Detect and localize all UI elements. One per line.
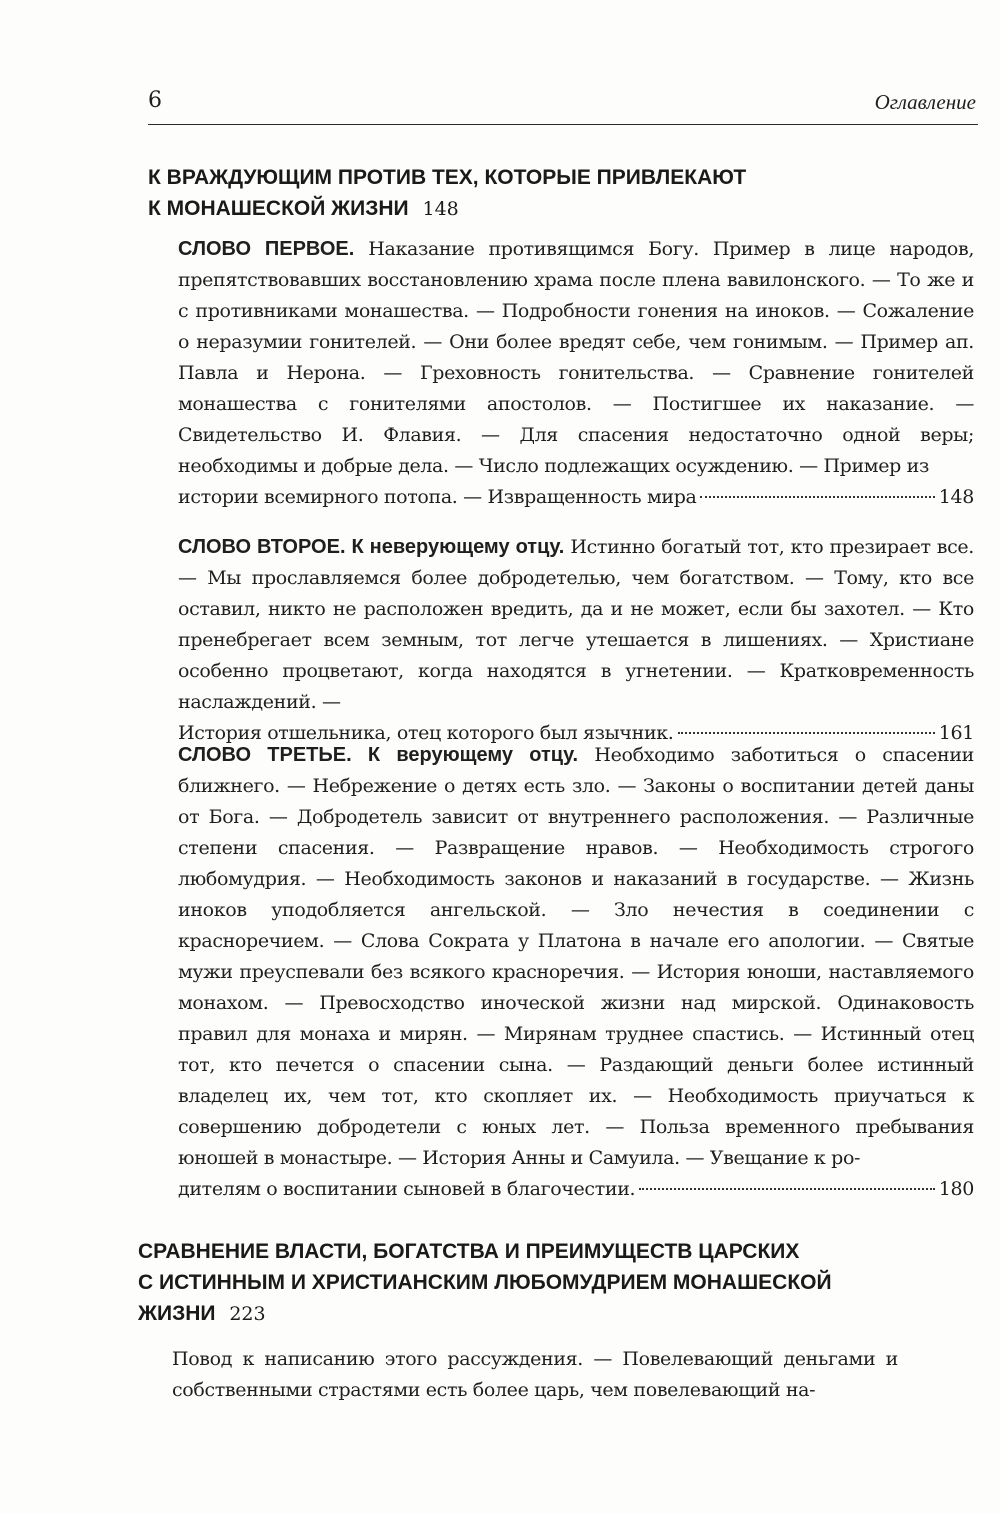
entry-body (178, 532, 974, 718)
page-reference: 180 (938, 1178, 974, 1200)
entry-lead: СЛОВО ТРЕТЬЕ. К верующему отцу. (178, 744, 579, 766)
heading-line-with-page (138, 1298, 974, 1330)
dot-leader (678, 732, 935, 734)
heading-line: ЖИЗНИ (138, 1302, 216, 1325)
section-intro: Повод к написанию этого рассуждения. — Повелевающий деньгами и собственными страстями есть более царь, чем повелевающий на- (172, 1348, 898, 1401)
entry-summary-end: дителям о воспитании сыновей в благочестии. (178, 1178, 636, 1200)
toc-section-heading[interactable] (138, 1236, 974, 1330)
entry-summary-end: История отшельника, отец которого был язычник. (178, 722, 674, 744)
entry-summary: Наказание противящимся Богу. Пример в лице народов, препятствовавших восстановлению храма после плена вавилонского. — То же и с противниками монашества. — Подробности гонения на иноков. — Сожаление о неразумии гонителей. — Они более вредят себе, чем гонимым. — Пример ап. Павла и Нерона. — Греховность гонительства. — Сравнение гонителей монашества с гонителями апостолов. — Постигшее их наказание. — Свидетельство И. Флавия. — Для спасения недостаточно одной веры; необходимы и добрые дела. — Число подлежащих осуждению. — Пример из (178, 238, 975, 477)
dot-leader (639, 1188, 935, 1190)
heading-line-with-page (148, 193, 974, 225)
heading-line: СРАВНЕНИЕ ВЛАСТИ, БОГАТСТВА И ПРЕИМУЩЕСТВ ЦАРСКИХ (138, 1240, 800, 1263)
page-reference: 161 (938, 722, 974, 744)
entry-last-line (178, 482, 974, 513)
entry-last-line (178, 1174, 974, 1205)
toc-entry[interactable] (178, 740, 974, 1205)
heading-line: К МОНАШЕСКОЙ ЖИЗНИ (148, 197, 409, 220)
toc-section-heading[interactable] (148, 162, 974, 225)
page-reference: 148 (938, 486, 974, 508)
page-reference: 148 (422, 198, 459, 220)
entry-body (178, 234, 974, 482)
toc-entry[interactable] (178, 532, 974, 749)
entry-summary: Истинно богатый тот, кто презирает все. — Мы прославляемся более добродетелью, чем богатством. — Тому, кто все оставил, никто не расположен вредить, да и не может, если бы захотел. — Кто пренебрегает всем земным, тот легче утешается в лишениях. — Христиане особенно процветают, когда находятся в угнетении. — Кратковременность наслаждений. — (178, 536, 974, 713)
entry-body (178, 740, 974, 1174)
toc-entry[interactable] (178, 234, 974, 513)
entry-lead: СЛОВО ВТОРОЕ. К неверующему отцу. (178, 536, 565, 558)
running-head (148, 88, 978, 125)
heading-line: К ВРАЖДУЮЩИМ ПРОТИВ ТЕХ, КОТОРЫЕ ПРИВЛЕКАЮТ (148, 166, 747, 189)
heading-line: С ИСТИННЫМ И ХРИСТИАНСКИМ ЛЮБОМУДРИЕМ МОНАШЕСКОЙ (138, 1271, 832, 1294)
page-reference: 223 (229, 1303, 266, 1325)
running-head-title: Оглавление (874, 90, 976, 114)
entry-lead: СЛОВО ПЕРВОЕ. (178, 238, 355, 260)
entry-summary: Необходимо заботиться о спасении ближнего. — Небрежение о детях есть зло. — Законы о воспитании детей даны от Бога. — Добродетель зависит от внутреннего расположения. — Различные степени спасения. — Развращение нравов. — Необходимость строгого любомудрия. — Необходимость законов и наказаний в государстве. — Жизнь иноков уподобляется ангельской. — Зло нечестия в соединении с красноречием. — Слова Сократа у Платона в начале его апологии. — Святые мужи преуспевали без всякого красноречия. — История юноши, наставляемого монахом. — Превосходство иноческой жизни над мирской. Одинаковость правил для монаха и мирян. — Мирянам труднее спастись. — Истинный отец тот, кто печется о спасении сына. — Раздающий деньги более истинный владелец их, чем тот, кто скопляет их. — Необходимость приучаться к совершению добродетели с юных лет. — Польза временного пребывания юношей в монастыре. — История Анны и Самуила. — Увещание к ро- (178, 744, 974, 1169)
page-number: 6 (148, 88, 162, 113)
dot-leader (700, 496, 934, 498)
entry-summary-end: истории всемирного потопа. — Извращенность мира (178, 486, 697, 508)
